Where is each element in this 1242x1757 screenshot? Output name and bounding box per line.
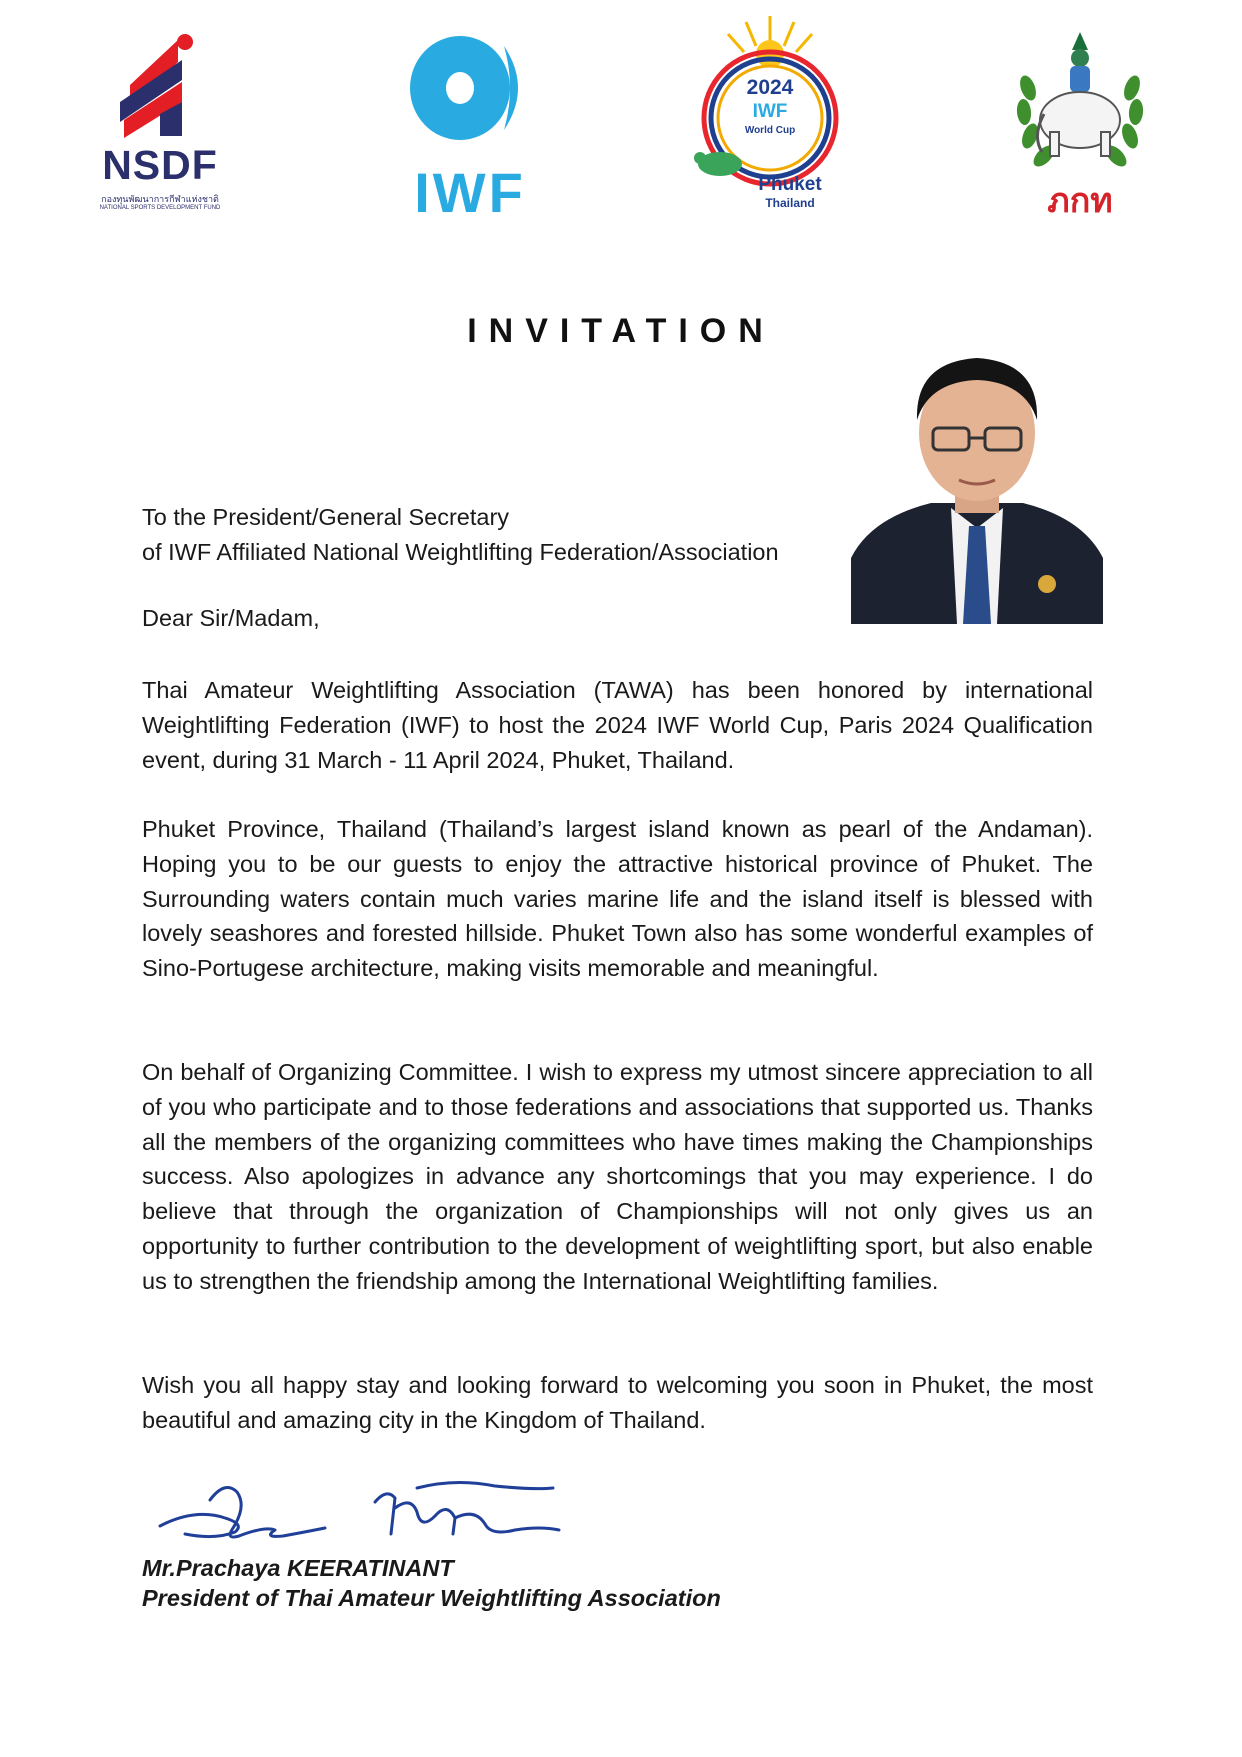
- president-portrait: [851, 358, 1103, 624]
- nsdf-emblem-icon: [90, 30, 230, 140]
- nsdf-thai-name: กองทุนพัฒนาการกีฬาแห่งชาติ: [101, 194, 219, 204]
- world-cup-year: 2024: [746, 76, 794, 99]
- iwf-logo: [400, 30, 540, 224]
- tawa-crest-logo: [1010, 28, 1150, 218]
- signer-title: President of Thai Amateur Weightlifting Association: [142, 1585, 721, 1611]
- world-cup-brand: IWF: [752, 101, 788, 122]
- world-cup-logo: [690, 14, 850, 214]
- nsdf-english-name: NATIONAL SPORTS DEVELOPMENT FUND: [99, 205, 221, 211]
- recipient-line-2: of IWF Affiliated National Weightlifting Federation/Association: [142, 539, 779, 565]
- world-cup-event: World Cup: [744, 125, 796, 136]
- tawa-thai-initials: ภกท: [1047, 182, 1113, 220]
- recipient-line-1: To the President/General Secretary: [142, 504, 510, 530]
- iwf-plate-icon: [400, 30, 540, 160]
- tawa-crest-icon: [1010, 28, 1150, 178]
- body-paragraph-3: On behalf of Organizing Committee. I wish to express my utmost sincere appreciation to all of you who participate and to those federations and associations that supported us. Thanks all the members of the organizing committees who have times making the Championships success. Also apologizes in advance any shortcomings that you may experience. I do believe that through the organization of Championships will not only gives us an opportunity to further contribution to the development of weightlifting sport, but also enable us to strengthen the friendship among the International Weightlifting families.: [142, 1059, 1093, 1294]
- nsdf-logo: [90, 30, 230, 215]
- world-cup-city: Phuket: [758, 174, 822, 195]
- body-paragraph-4: Wish you all happy stay and looking forward to welcoming you soon in Phuket, the most beautiful and amazing city in the Kingdom of Thailand.: [142, 1372, 1093, 1433]
- iwf-wordmark: IWF: [414, 161, 526, 224]
- recipient-address: [142, 500, 779, 570]
- page-title: INVITATION: [467, 312, 775, 350]
- salutation: Dear Sir/Madam,: [142, 605, 320, 631]
- nsdf-wordmark: NSDF: [102, 142, 218, 188]
- handwritten-signature: [155, 1478, 565, 1548]
- world-cup-country: Thailand: [765, 196, 815, 210]
- signer-name: Mr.Prachaya KEERATINANT: [142, 1555, 454, 1581]
- body-paragraph-1: Thai Amateur Weightlifting Association (TAWA) has been honored by international Weightlifting Federation (IWF) to host the 2024 IWF World Cup, Paris 2024 Qualification event, during 31 March - 11 April 2024, Phuket, Thailand.: [142, 677, 1093, 773]
- body-paragraph-2: Phuket Province, Thailand (Thailand’s largest island known as pearl of the Andaman). Hoping you to be our guests to enjoy the attractive historical province of Phuket. The Surrounding waters contain much varies marine life and the island itself is blessed with lovely seashores and forested hillside. Phuket Town also has some wonderful examples of Sino-Portugese architecture, making visits memorable and meaningful.: [142, 816, 1093, 982]
